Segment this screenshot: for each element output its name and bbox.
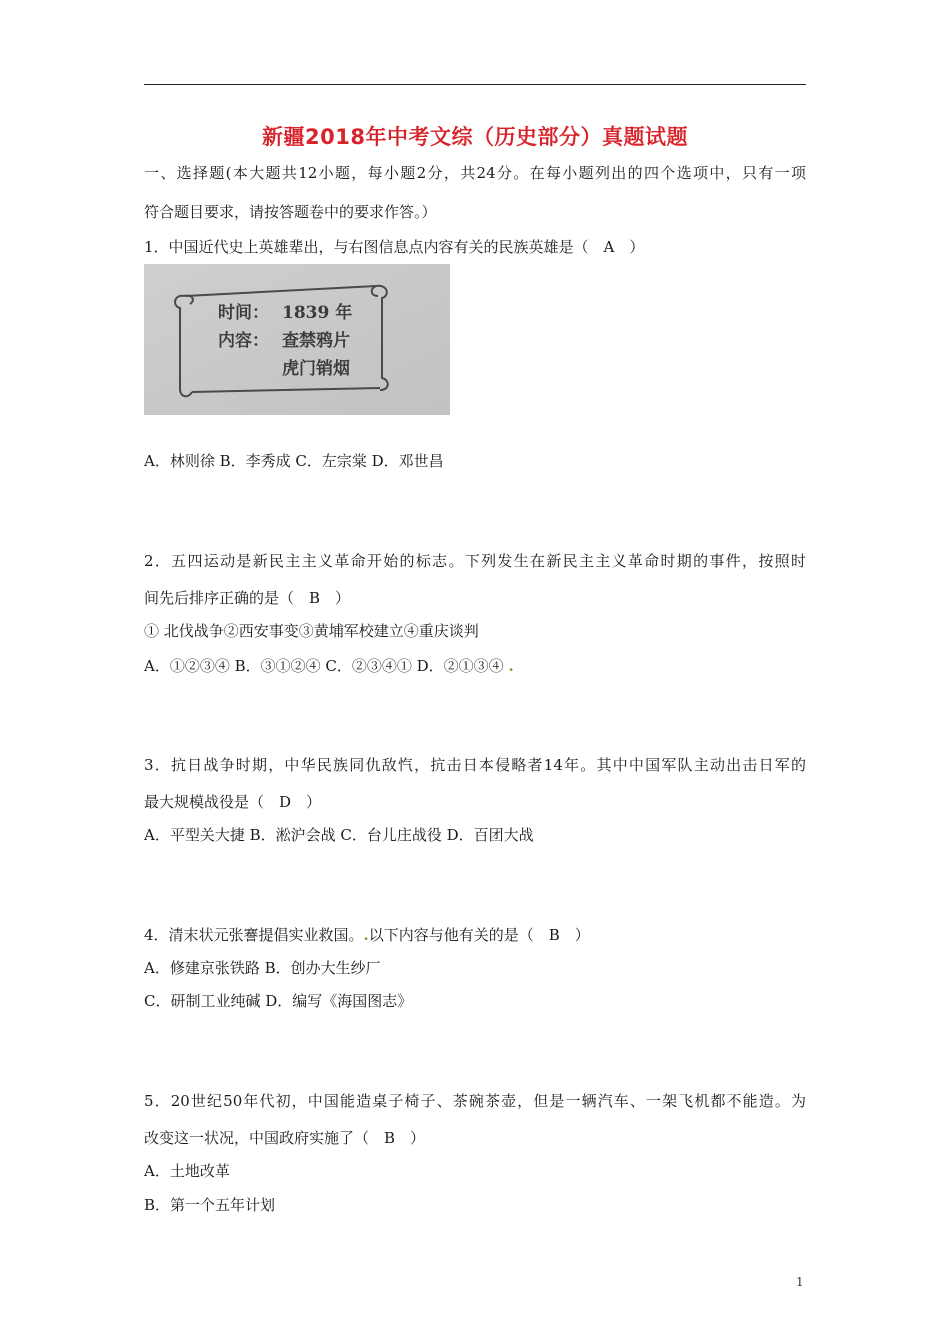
question-5-option-a: A．土地改革 bbox=[144, 1162, 230, 1180]
figure-content-line-1: 查禁鸦片 bbox=[282, 331, 350, 351]
question-4-options-line-2: C．研制工业纯碱 D．编写《海国图志》 bbox=[144, 992, 413, 1010]
question-2-options bbox=[144, 655, 514, 676]
question-2-options-text: A．①②③④ B．③①②④ C．②③④① D．②①③④ bbox=[144, 657, 504, 675]
question-2-stem-line-2: 间先后排序正确的是（ B ） bbox=[144, 589, 351, 607]
stray-mark: . bbox=[508, 657, 514, 675]
question-5-stem-line-1: 5．20世纪50年代初，中国能造桌子椅子、茶碗茶壶，但是一辆汽车、一架飞机都不能造。为 bbox=[144, 1092, 806, 1110]
question-2-items: ① 北伐战争②西安事变③黄埔军校建立④重庆谈判 bbox=[144, 622, 479, 640]
question-3-stem-line-2: 最大规模战役是（ D ） bbox=[144, 793, 322, 811]
question-4-stem-part-2: 以下内容与他有关的是（ B ） bbox=[368, 926, 590, 944]
figure-content-line-2: 虎门销烟 bbox=[282, 359, 350, 379]
figure-time-value: 1839 年 bbox=[282, 303, 353, 323]
question-5-stem-line-2: 改变这一状况，中国政府实施了（ B ） bbox=[144, 1129, 426, 1147]
page-number: 1 bbox=[796, 1275, 804, 1289]
question-2-stem-line-1: 2．五四运动是新民主主义革命开始的标志。下列发生在新民主主义革命时期的事件，按照时 bbox=[144, 552, 806, 570]
question-1-options: A．林则徐 B．李秀成 C．左宗棠 D．邓世昌 bbox=[144, 452, 444, 470]
question-4-options-line-1: A．修建京张铁路 B．创办大生纱厂 bbox=[144, 959, 381, 977]
figure-time-label: 时间： bbox=[218, 303, 269, 323]
question-4-stem bbox=[144, 924, 590, 945]
question-3-options: A．平型关大捷 B．淞沪会战 C．台儿庄战役 D．百团大战 bbox=[144, 826, 534, 844]
section-intro-line-1: 一、选择题(本大题共12小题，每小题2分，共24分。在每小题列出的四个选项中，只有一项 bbox=[144, 164, 806, 182]
scroll-figure-image bbox=[144, 264, 450, 415]
section-intro-line-2: 符合题目要求，请按答题卷中的要求作答。） bbox=[144, 203, 437, 221]
document-title: 新疆2018年中考文综（历史部分）真题试题 bbox=[262, 125, 688, 149]
figure-content-label: 内容： bbox=[218, 331, 269, 351]
question-3-stem-line-1: 3．抗日战争时期，中华民族同仇敌忾，抗击日本侵略者14年。其中中国军队主动出击日军的 bbox=[144, 756, 806, 774]
question-1-stem: 1．中国近代史上英雄辈出，与右图信息点内容有关的民族英雄是（ A ） bbox=[144, 238, 645, 256]
question-5-option-b: B．第一个五年计划 bbox=[144, 1196, 276, 1214]
question-4-stem-part-1: 4．清末状元张謇提倡实业救国。 bbox=[144, 926, 364, 944]
stray-mark: . bbox=[363, 926, 369, 944]
header-rule bbox=[144, 84, 806, 85]
